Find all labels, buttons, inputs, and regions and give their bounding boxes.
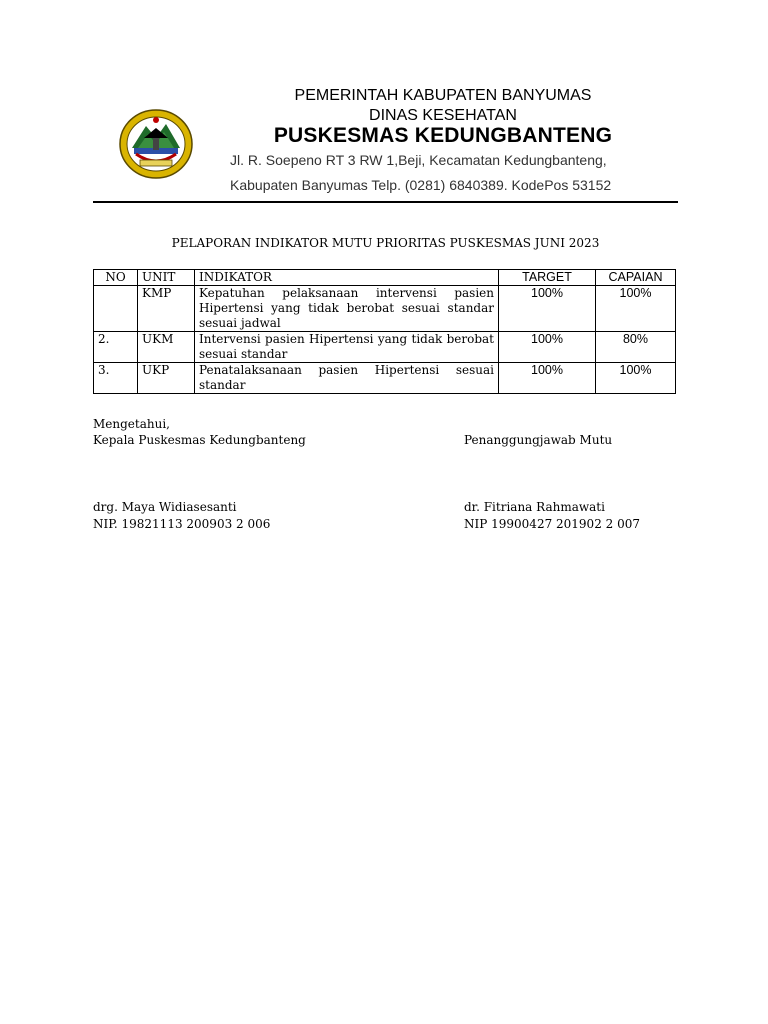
right-signatory-role: Penanggungjawab Mutu xyxy=(464,433,613,447)
header-indikator: INDIKATOR xyxy=(195,270,499,286)
address-line2: Kabupaten Banyumas Telp. (0281) 6840389. KodePos 53152 xyxy=(230,177,612,193)
cell-unit: UKM xyxy=(138,332,195,363)
header-target: TARGET xyxy=(499,270,596,286)
cell-no: 2. xyxy=(94,332,138,363)
left-signatory-role: Kepala Puskesmas Kedungbanteng xyxy=(93,433,306,447)
cell-target: 100% xyxy=(499,332,596,363)
left-signatory-nip: NIP. 19821113 200903 2 006 xyxy=(93,517,271,531)
mengetahui-label: Mengetahui, xyxy=(93,417,170,431)
address-line1: Jl. R. Soepeno RT 3 RW 1,Beji, Kecamatan Kedungbanteng, xyxy=(230,152,607,168)
cell-indikator: Kepatuhan pelaksanaan intervensi pasien Hipertensi yang tidak berobat sesuai standar sesuai jadwal xyxy=(195,286,499,332)
letterhead-line2: DINAS KESEHATAN xyxy=(369,107,517,124)
header-capaian: CAPAIAN xyxy=(596,270,676,286)
table-row xyxy=(94,332,676,363)
banyumas-emblem-logo xyxy=(118,108,194,180)
header-unit: UNIT xyxy=(138,270,195,286)
cell-no xyxy=(94,286,138,332)
letterhead-divider xyxy=(93,201,678,203)
letterhead-line1: PEMERINTAH KABUPATEN BANYUMAS xyxy=(294,87,592,104)
right-signatory-name: dr. Fitriana Rahmawati xyxy=(464,500,605,514)
cell-indikator: Penatalaksanaan pasien Hipertensi sesuai standar xyxy=(195,363,499,394)
table-row xyxy=(94,286,676,332)
cell-capaian: 100% xyxy=(596,363,676,394)
report-title: PELAPORAN INDIKATOR MUTU PRIORITAS PUSKESMAS JUNI 2023 xyxy=(171,236,600,250)
cell-capaian: 100% xyxy=(596,286,676,332)
table-header-row xyxy=(94,270,676,286)
right-signatory-nip: NIP 19900427 201902 2 007 xyxy=(464,517,640,531)
cell-unit: UKP xyxy=(138,363,195,394)
cell-no: 3. xyxy=(94,363,138,394)
cell-target: 100% xyxy=(499,286,596,332)
cell-indikator: Intervensi pasien Hipertensi yang tidak berobat sesuai standar xyxy=(195,332,499,363)
cell-unit: KMP xyxy=(138,286,195,332)
left-signatory-name: drg. Maya Widiasesanti xyxy=(93,500,237,514)
cell-capaian: 80% xyxy=(596,332,676,363)
cell-target: 100% xyxy=(499,363,596,394)
table-row xyxy=(94,363,676,394)
header-no: NO xyxy=(94,270,138,286)
letterhead-title: PUSKESMAS KEDUNGBANTENG xyxy=(273,124,613,147)
indicator-table xyxy=(93,269,676,394)
